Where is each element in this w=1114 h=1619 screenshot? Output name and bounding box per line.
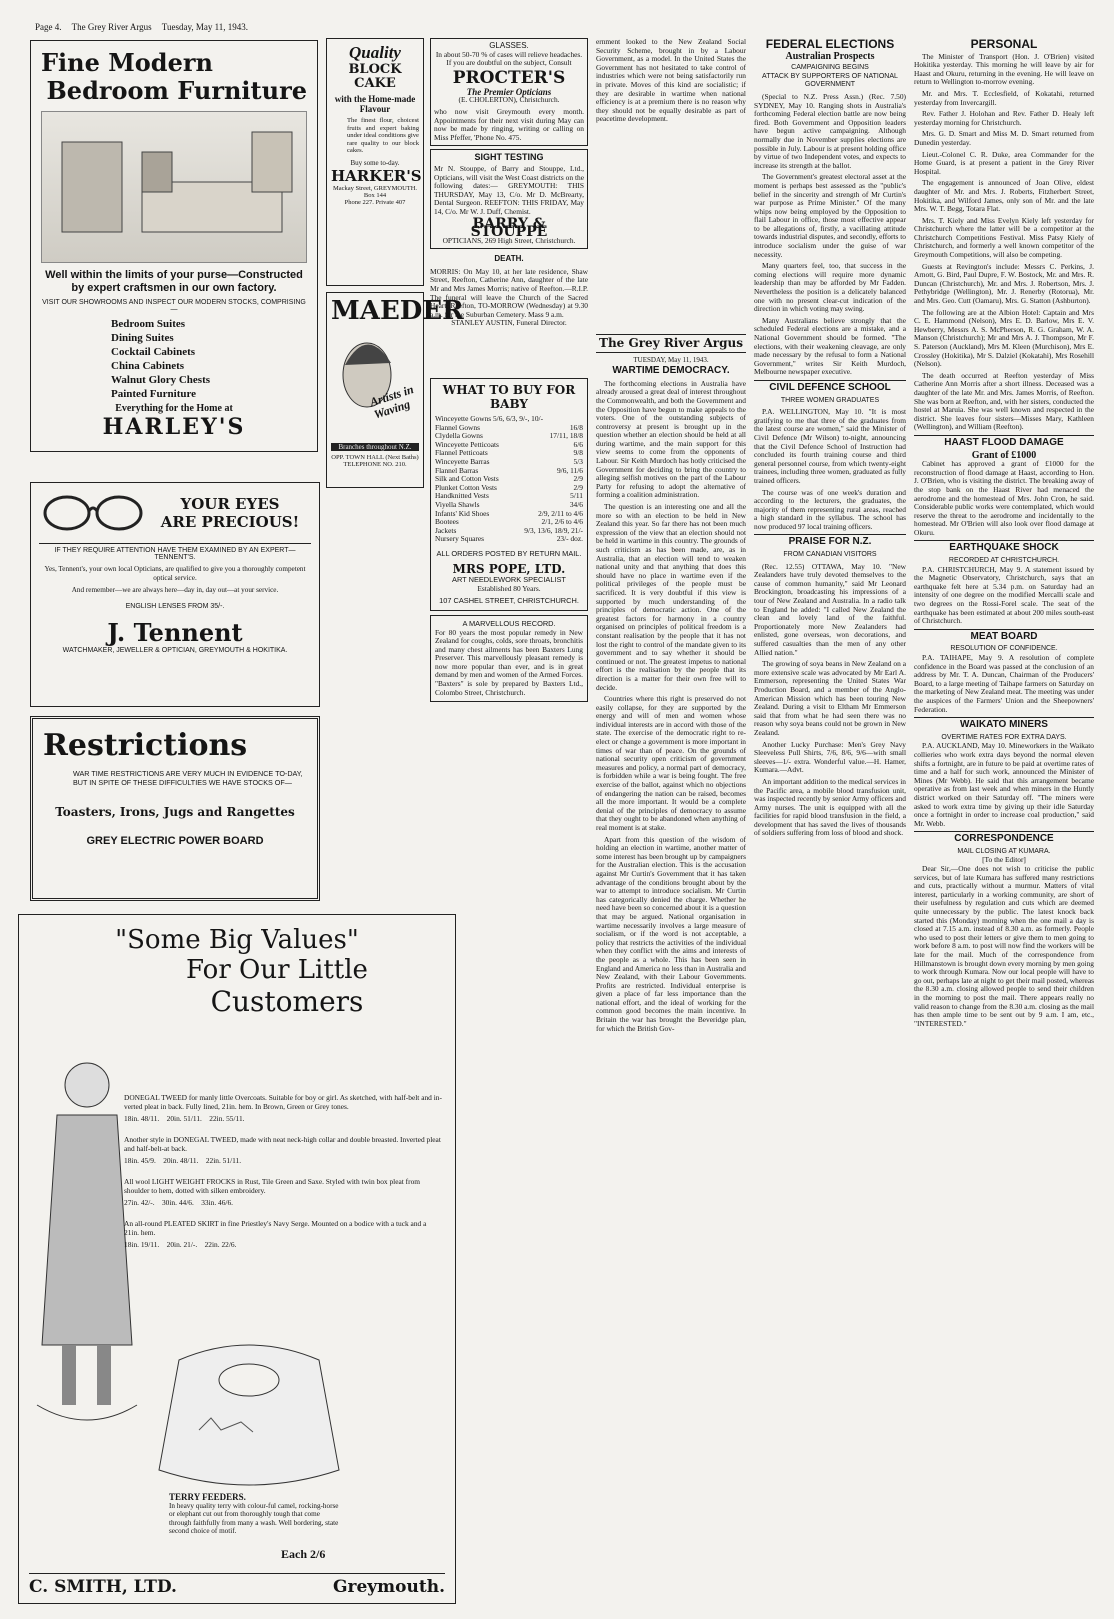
harleys-visit: VISIT OUR SHOWROOMS AND INSPECT OUR MODERN STOCKS, COMPRISING— xyxy=(42,299,306,313)
paragraph: Lieut.-Colonel C. R. Duke, area Commander for the Home Guard, is at present a patient in the Grey River Hospital. xyxy=(914,149,1094,176)
paragraph: P.A. TAIHAPE, May 9. A resolution of complete confidence in the Board was passed at the conclusion of an address by Mr. T. A. Duncan, Chairman of the Producers' Board, to a large meeting of Taihape farmers on Saturday on the marketing of New Zealand meat. The meeting was under the auspices of the Farmers' Union and the Sheepowners' Federation. xyxy=(914,653,1094,714)
paragraph: Countries where this right is preserved do not easily collapse, for they are supported by the energy and will of men and women whose individual interests are in accord with those of the state. The exercise of the democratic right to re-elect or change a government is more important in times of war than of peace. On the grounds of national security open criticism of government measures and policy, a normal part of democracy, is forbidden while a war is being fought. The free exercise of the ballot, against which no objections of endangering the nation can be raised, becomes all the more important. It would be a complete denial of the principles of democracy to assume that they ought to be abandoned when anything of real moment is at stake. xyxy=(596,694,746,832)
harleys-name: HARLEY'S xyxy=(102,414,246,440)
baby-item: Plunket Cotton Vests 2/9 xyxy=(435,482,583,492)
orders-posted: ALL ORDERS POSTED BY RETURN MAIL. xyxy=(436,548,582,558)
paragraph: Another Lucky Purchase: Men's Grey Navy Sleeveless Pull Shirts, 7/6, 8/6, 9/6—with small sleeves—1/- extra. Wonderful value.—H. Hamer, Kumara.—Advt. xyxy=(754,739,906,775)
paragraph: The following are at the Albion Hotel: Captain and Mrs C. E. Hammond (Nelson), Mrs E. D. Barlow, Mrs E. V. Hewberry, Messrs A. S. McPherson, R. G. Graham, W. A. Manson (Christchurch); Mr and Mrs A. J. Thompson, Mr F. S. Paterson (Auckland), Mrs M. Kleen (Murchison), Mrs E. Crossley (Hokitika), Mr S. Dalziel (Kokatahi), Mrs Rosehill (Nelson). xyxy=(914,307,1094,369)
federal-heading: FEDERAL ELECTIONS xyxy=(765,38,895,51)
cake-title-2: BLOCK CAKE xyxy=(348,62,402,91)
paragraph: Apart from this question of the wisdom of holding an election in wartime, another matter of some interest has been brought up by campaigners for the Australian election. This is the accusation against Mr Curtin's Government that it has taken advantage of the conditions brought about by the war to attempt to introduce socialism. Mr Curtin has categorically denied the charge. Whether he need have been so concerned about it is a question that may be argued. National organisation in wartime necessarily involves a large measure of socialism, or if the word is not acceptable, a policy that restricts the activities of the individual when they conflict with the aims and interests of the people as a whole. This has been seen in England and America no less than in Australia and New Zealand, with their Labour Governments. Profits are restricted. Individual enterprise is given a place of far less importance than the national effort, and the ideal of working for the common good becomes the main incentive. In Britain the war has brought the Beveridge plan, for which the British Gov- xyxy=(596,834,746,1033)
quake-recorded: RECORDED AT CHRISTCHURCH. xyxy=(948,557,1060,565)
baby-item: Winceyette Gowns 5/6, 6/3, 9/-, 10/- xyxy=(435,414,544,424)
cake-phone: Phone 227. Private 407 xyxy=(344,198,406,206)
column-3 xyxy=(430,38,588,1278)
glasses-heading: GLASSES. xyxy=(489,41,529,50)
paragraph: Cabinet has approved a grant of £1000 for the reconstruction of flood damage at Haast, according to Hon. J. O'Brien, who is visiting the district. The breaking away of the stop bank on the Haast River had menaced the aerodrome and the homestead of Mrs. John Cron, he said. Considerable public works were contemplated, which would reserve the threat to the aerodrome and incidentally to the homestead. Mr O'Brien will also look over flood damage at Okuru. xyxy=(914,459,1094,537)
federal-sub: Australian Prospects xyxy=(785,50,875,62)
procters-chol: (E. CHOLERTON), Christchurch. xyxy=(458,95,560,105)
paragraph: (Rec. 12.55) OTTAWA, May 10. "New Zealanders have truly devoted themselves to the cause of common humanity," said Mr Leonard Brockington, broadcasting his impressions of a tour of New Zealand and Australia. In a radio talk to England he added: "I called New Zealand the clean and lovely land of the faithful. Proportionately more New Zealanders had enlisted, gone overseas, won decorations, and suffered casualties than the men of any other Allied nation." xyxy=(754,561,906,657)
paragraph: The Government's greatest electoral asset at the moment is perhaps best assessed as the "public's belief in the sincerity and strength of Mr Curtin's war purpose as Prime Minister." Of the many whips now being employed by the Opposition to flail Labour in office, those most effective appear to be allegations of, firstly, a vacillating attitude towards industrial disputes, and secondly, efforts to introduce socialism under the guise of war necessity. xyxy=(754,172,906,259)
smith-title-2: For Our Little xyxy=(186,955,368,985)
barry-stouppe-ad xyxy=(430,149,588,249)
spectacles-icon xyxy=(39,489,149,537)
procters-name: PROCTER'S xyxy=(452,67,566,88)
procters-premier: The Premier Opticians xyxy=(466,86,552,97)
harleys-items xyxy=(41,317,307,401)
campaigning: CAMPAIGNING BEGINS xyxy=(791,64,869,72)
waikato-overtime: OVERTIME RATES FOR EXTRA DAYS. xyxy=(941,733,1067,741)
quake-heading: EARTHQUAKE SHOCK xyxy=(914,540,1094,553)
barry-name: BARRY & STOUPPE xyxy=(470,215,548,241)
pope-address: 107 CASHEL STREET, CHRISTCHURCH. xyxy=(439,596,579,606)
baby-item: Silk and Cotton Vests 2/9 xyxy=(435,474,583,484)
bib-image xyxy=(139,1340,359,1490)
cake-body: The finest flour, choicest fruits and expert baking under ideal conditions give rare quality to our block cakes. xyxy=(347,117,419,155)
waikato-heading: WAIKATO MINERS xyxy=(914,717,1094,730)
page-header xyxy=(35,22,1095,36)
baby-item: Winceyette Petticoats 6/6 xyxy=(435,439,583,449)
terry-text: In heavy quality terry with colour-ful camel, rocking-horse or elephant cut out from thoroughly tough that come through faithfully from many a wash. Well bordering, state second choice of motif. xyxy=(169,1501,339,1535)
attack: ATTACK BY SUPPORTERS OF NATIONAL GOVERNMENT xyxy=(762,72,898,89)
paragraph: P.A. AUCKLAND, May 10. Mineworkers in the Waikato collieries who work extra days beyond the normal eleven shifts a fortnight, are in future to be paid at overtime rates of time and a half for such work, announced the Minister of Mines (Mr Webb). He said that this arrangement became operative as from last week and when miners in the Huntly district worked on their Saturday off. "The miners were asked to work extra time by giving up their idle Saturday once a fortnight in order to increase coal production," said Mr. Webb. xyxy=(914,741,1094,828)
harleys-title-1: Fine Modern xyxy=(41,48,213,77)
terry-block xyxy=(169,1493,339,1536)
paper-name: The Grey River Argus xyxy=(71,22,152,32)
editorial-date: TUESDAY, May 11, 1943. xyxy=(633,355,709,364)
list-item: DONEGAL TWEED for manly little Overcoats. Suitable for boy or girl. As sketched, with half-belt and in-verted pleat in back. Fully lined, 21in. hem. In Brown, Green or Grey tones. 18in. 48/11. 20in. 51/11. 22in. 55/11. xyxy=(124,1093,442,1123)
paragraph: The engagement is announced of Joan Olive, eldest daughter of Mr. and Mrs. J. Roberts, Fitzherbert Street, Hokitika, and Wilford James, only son of Mr. and the late Mrs. W. T. Begg, Totara Flat. xyxy=(914,178,1094,214)
paragraph: Mr. and Mrs. T. Ecclesfield, of Kokatahi, returned yesterday from Invercargill. xyxy=(914,88,1094,107)
barry-sub: OPTICIANS, 269 High Street, Christchurch. xyxy=(442,235,576,245)
harleys-everything: Everything for the Home at xyxy=(115,403,233,414)
smith-name: C. SMITH, LTD. xyxy=(29,1577,177,1597)
grant: Grant of £1000 xyxy=(971,449,1037,461)
column-4 xyxy=(596,38,746,1608)
harleys-ad xyxy=(30,40,318,452)
bedroom-furniture-image xyxy=(42,112,308,262)
baby-item: Clydella Gowns 17/11, 18/8 xyxy=(435,431,583,441)
smith-title-3: Customers xyxy=(210,985,364,1018)
portrait-illustration xyxy=(331,325,419,443)
baby-item: Viyella Shawls 34/6 xyxy=(435,499,583,509)
three-women: THREE WOMEN GRADUATES xyxy=(780,396,880,404)
baby-item: Flannel Petticoats 9/8 xyxy=(435,448,583,458)
tennent-lenses: ENGLISH LENSES FROM 35/-. xyxy=(125,602,225,610)
baxters-ad xyxy=(430,615,588,702)
paragraph: The question is an interesting one and all the more so with an election to be held in New Zealand this year. So far there has not been much expression of the view that an election should not be held in wartime in this country. The grounds of such criticism as has been made, are, as in Australia, that an election will tend to weaken national unity and that anything that does this should have no place in wartime even if the political privileges of the people must be sacrificed. It is very doubtful if this view is supported by much understanding of the principles of democratic action. One of the greatest factors for harmony in a country organised on principles of political freedom is a constant realisation by the people that it has not lost the right to control of the mandate given to its government and to say whether it should be continued or not. The greatest impetus to national effort is the realisation by the people that its direction is a matter for their own free will to decide. xyxy=(596,502,746,692)
tennent-ad xyxy=(30,482,320,707)
paragraph: Guests at Revington's include: Messrs C. Perkins, J. Arnott, G. Bird, Paul Dupre, F. W. Bostock, Mr. and Mrs. R. Duncan (Christchurch), Mr. and Mrs. J. Robertson, Mrs. J. Pethybridge (Wellington), Mr. J. Renerby (Rotorua), Mr. and Mrs. Geo. Cutt (Oamaru), Mrs. G. Statton (Ashburton). xyxy=(914,261,1094,306)
death-notice: MORRIS: On May 10, at her late residence, Shaw Street, Reefton, Catherine Ann, daughter of the late Mr and Mrs James Morris; native of Reefton.—R.I.P. The funeral will leave the Church of the Sacred Heart, Reefton, TO-MORROW (Wednesday) at 9.30 a.m. for the Suburban Cemetery. Mass 9 a.m. xyxy=(430,266,588,319)
paragraph: P.A. WELLINGTON, May 10. "It is most gratifying to me that three of the graduates from the latest course are women," said the Minister of Civil Defence (Mr Wilson) to-night, announcing that the Civil Defence School of Instruction had concluded its fourth training course and third general personnel course, from which twenty-eight trainees, including three women, graduated as fully trained officers. xyxy=(754,407,906,485)
list-item: Another style in DONEGAL TWEED, made with neat neck-high collar and double breasted. Inverted pleat and half-belt-at back. 18in. 45/9. 20in. 48/11. 22in. 51/11. xyxy=(124,1135,441,1165)
tennent-yes: Yes, Tennent's, your own local Opticians, are qualified to give you a thoroughly competent optical service. xyxy=(44,565,306,582)
terry-price: Each 2/6 xyxy=(281,1547,326,1561)
column-6 xyxy=(754,38,906,1608)
page-number: Page 4. xyxy=(35,22,62,32)
eyes-header xyxy=(39,489,311,537)
glasses-text: In about 50-70 % of cases will relieve headaches. If you are doubtful on the subject, Consult xyxy=(435,49,583,68)
issue-date: Tuesday, May 11, 1943. xyxy=(161,22,249,32)
procters-ad xyxy=(430,38,588,146)
smith-items xyxy=(124,1093,442,1249)
eyes-title-2: ARE PRECIOUS! xyxy=(160,513,300,531)
cake-buy: Buy some to-day. xyxy=(350,158,400,167)
harkers-cake-ad xyxy=(326,38,424,286)
maeder-foot: Branches throughout N.Z. xyxy=(331,443,419,451)
record-heading: A MARVELLOUS RECORD. xyxy=(462,618,556,628)
masthead: The Grey River Argus xyxy=(596,334,746,353)
tennent-remember: And remember—we are always here—day in, day out—at your service. xyxy=(71,586,279,594)
pope-established: Established 80 Years. xyxy=(477,583,541,593)
baby-list xyxy=(435,415,583,544)
mail-closing: MAIL CLOSING AT KUMARA. xyxy=(957,847,1051,855)
feeder-illustration xyxy=(139,1340,359,1490)
editorial-title: WARTIME DEMOCRACY. xyxy=(612,365,730,377)
tennent-name: J. Tennent xyxy=(107,617,243,647)
eyes-title-1: YOUR EYES xyxy=(180,495,280,513)
restrictions-title: Restrictions xyxy=(43,728,248,763)
smith-title-1: "Some Big Values" xyxy=(115,925,359,955)
smith-footer xyxy=(29,1573,445,1597)
paragraph: Many quarters feel, too, that success in the coming elections will require more dynamic leadership than may be afforded by Mr Fadden. Nevertheless the position is a delicately balanced one with no present clear-cut indication of the direction in which voting may swing. xyxy=(754,261,906,314)
list-item: Bedroom Suites xyxy=(111,318,186,330)
baby-item: Nursery Squares 23/- doz. xyxy=(435,534,583,544)
baby-item: Infants' Kid Shoes 2/9, 2/11 to 4/6 xyxy=(435,508,583,518)
lead-paragraph: ernment looked to the New Zealand Social Security Scheme, brought in by a Labour Government, as a model. In the United States the Government has not hesitated to take control of industries which were not being satisfactorily run in private. Moves of this kind are socialistic; if they are desirable in wartime when national efficiency is at a premium there is no reason why they should not be equally desirable as part of peacetime development. xyxy=(596,38,746,124)
baby-item: Flannel Barras 9/6, 11/6 xyxy=(435,465,583,475)
sofa-illustration xyxy=(41,111,307,263)
smith-ad xyxy=(18,914,456,1604)
list-item: All wool LIGHT WEIGHT FROCKS in Rust, Tile Green and Saxe. Styled with twin box pleat from shoulder to hem, dotted with silken embroidery. 27in. 42/-. 30in. 44/6. 33in. 46/6. xyxy=(124,1177,421,1207)
cake-address: Mackay Street, GREYMOUTH. Box 144 xyxy=(332,184,418,199)
terry-title: TERRY FEEDERS. xyxy=(169,1492,246,1502)
civil-heading: CIVIL DEFENCE SCHOOL xyxy=(754,380,906,393)
baby-item: Flannel Gowns 16/8 xyxy=(435,422,583,432)
paragraph: (Special to N.Z. Press Assn.) (Rec. 7.50) SYDNEY, May 10. Ranging shots in Australia's forthcoming Federal election battle are now being fired. Both Government and Opposition leaders have begun active campaigning. Although normally due in November supplies elections are possible in July. Labour is at present holding office by virtue of two Independent votes, and expects to increase its strength at the ballot. xyxy=(754,91,906,170)
personal-heading: PERSONAL xyxy=(970,38,1038,51)
paragraph: The course was of one week's duration and according to the lecturers, the graduates, the majority of them representing rural areas, reached a high standard in the syllabus. The school has now produced 97 local training officers. xyxy=(754,487,906,531)
paragraph: The growing of soya beans in New Zealand on a more extensive scale was advocated by Mr Earl A. Emmerson, representing the United States War Production Board, and a member of the Anglo-American Mission which has been touring New Zealand. During a visit to Eltham Mr Emmerson said that from what he had seen there was no reason why soya beans could not be grown in New Zealand. xyxy=(754,659,906,737)
paragraph: P.A. CHRISTCHURCH, May 9. A statement issued by the Magnetic Observatory, Christchurch, says that an earthquake felt here at 5.34 p.m. on Saturday had an intensity of one degree on the modified Mercalli scale and two degrees on the Rossi-Forel scale. The seat of the earthquake has been estimated at about 200 miles south-east of Christchurch. xyxy=(914,564,1094,626)
funeral-director: STANLEY AUSTIN, Funeral Director. xyxy=(451,318,567,328)
baby-item: Winceyette Barras 5/3 xyxy=(435,457,583,466)
restrictions-items: Toasters, Irons, Jugs and Rangettes xyxy=(55,805,295,819)
cake-name: HARKER'S xyxy=(331,166,422,185)
sight-testing: SIGHT TESTING xyxy=(474,152,544,163)
local-general-column xyxy=(596,38,746,39)
harleys-tagline: Well within the limits of your purse—Constructed by expert craftsmen in our own factory. xyxy=(45,269,303,294)
maeder-ad xyxy=(326,292,464,488)
baby-item: Handknitted Vests 5/11 xyxy=(435,491,583,501)
paragraph: An important addition to the medical services in the Pacific area, a mobile blood transfusion unit, was inspected recently by senior Army officers and Army nurses. The unit is equipped with all the facilities for rapid blood transfusion in the field, a development that has saved the lives of thousands of soldiers suffering from loss of blood and shock. xyxy=(754,776,906,838)
column-7 xyxy=(914,38,1094,1608)
list-item: Walnut Glory Chests xyxy=(111,374,211,386)
grey-electric-name: GREY ELECTRIC POWER BOARD xyxy=(86,835,264,847)
paragraph: Mrs. T. Kiely and Miss Evelyn Kiely left yesterday for Christchurch where the latter will be a competitor at the Christchurch Competitions Festival. Miss Patsy Kiely of Christchurch, and formerly a well known competitor of the Greymouth Competitions, will also be competing. xyxy=(914,215,1094,260)
death-heading: DEATH. xyxy=(494,254,524,264)
paragraph: The death occurred at Reefton yesterday of Miss Catherine Ann Morris after a short illness. Deceased was a daughter of the late Mr. and Mrs. James Morris, of Reefton. She was born at Reefton, and, with her sisters, conducted the hostel at Maruia. She was well known and respected in the district. She leaves four sisters—Misses Mary, Kathleen (Wellington), and William (Reefton). xyxy=(914,370,1094,432)
baby-item: Jackets 9/3, 13/6, 18/9, 21/- xyxy=(435,525,583,535)
restrictions-body: WAR TIME RESTRICTIONS ARE VERY MUCH IN EVIDENCE TO-DAY, BUT IN SPITE OF THESE DIFFICULTIES WE HAVE STOCKS OF— xyxy=(73,769,303,787)
canadian-visitors: FROM CANADIAN VISITORS xyxy=(783,551,877,559)
tennent-trade: WATCHMAKER, JEWELLER & OPTICIAN, GREYMOUTH & HOKITIKA. xyxy=(62,646,288,654)
cake-with: with the Home-made Flavour xyxy=(334,94,416,114)
to-editor: [To the Editor] xyxy=(982,855,1026,865)
paragraph: Mrs. G. D. Smart and Miss M. D. Smart returned from Dunedin yesterday. xyxy=(914,129,1094,147)
cake-title-1: Quality xyxy=(349,43,401,62)
list-item: Cocktail Cabinets xyxy=(111,346,196,358)
list-item: Painted Furniture xyxy=(111,388,197,400)
pope-name: MRS POPE, LTD. xyxy=(452,561,566,576)
paragraph: The forthcoming elections in Australia have already aroused a great deal of interest throughout the Commonwealth, and both the Government and the Opposition have begun to make appeals to the voters. One of the outstanding subjects of controversy at present is brought up in the question whether an election should be held at all during wartime, and the main support for this view seems to come from the opponents of Labour. Sir Keith Murdoch has hotly criticised the Government for deciding to bring the country to alleging selfish motives on the part of the Labour Party for refusing to adopt the alternative of forming a coalition administration. xyxy=(596,378,746,500)
paragraph: The Minister of Transport (Hon. J. O'Brien) visited Hokitika yesterday. This morning he will leave by air for Haast and Okuru, returning in the evening. He will leave on return to Wellington to-morrow evening. xyxy=(914,51,1094,87)
meat-heading: MEAT BOARD xyxy=(914,629,1094,642)
correspondence-heading: CORRESPONDENCE xyxy=(914,831,1094,844)
paragraph: Rev. Father J. Holohan and Rev. Father D. Healy left yesterday morning for Christchurch. xyxy=(914,109,1094,127)
mrs-pope-ad xyxy=(430,378,588,611)
list-item: China Cabinets xyxy=(111,360,185,372)
praise-heading: PRAISE FOR N.Z. xyxy=(754,534,906,547)
procters-body: who now visit Greymouth every month. Appointments for their next visit during May can now be made by ringing, writing or calling on Miss Pfeffer, 'Phone No. 475. xyxy=(434,106,584,142)
baby-item: Bootees 2/1, 2/6 to 4/6 xyxy=(435,517,583,527)
barry-body: Mr N. Stouppe, of Barry and Stouppe, Ltd., Opticians, will visit the West Coast districts on the following dates:— GREYMOUTH: THIS THURSDAY, May 13, C/o. Mr D. McBrearty, Dental Surgeon. REEFTON: THIS FRIDAY, May 14, C/o. Mr W. J. Duff, Chemist. xyxy=(434,163,584,216)
paragraph: Many Australians believe strongly that the scheduled Federal elections are a mistake, and a National Government should be formed. "The elections, with their weakening cleavage, are only made necessary by the refusal to form a National Government," writes Sir Keith Murdoch, Melbourne newspaper executive. xyxy=(754,315,906,377)
pope-specialist: ART NEEDLEWORK SPECIALIST xyxy=(452,575,566,585)
restrictions-ad xyxy=(30,716,320,901)
haast-heading: HAAST FLOOD DAMAGE xyxy=(914,435,1094,448)
list-item: Dining Suites xyxy=(111,332,174,344)
maeder-opp: OPP. TOWN HALL (Next Baths) xyxy=(331,454,419,461)
record-text: For 80 years the most popular remedy in New Zealand for coughs, colds, sore throats, bronchitis and many chest ailments has been Baxters Lung Preserver. This marvellously pleasant remedy is now more popular than ever, and is in great demand by men and women of the Armed Forces. "Baxters" is sole by prepared by Baxters Ltd., Colombo Street, Christchurch. xyxy=(435,627,583,697)
smith-town: Greymouth. xyxy=(333,1577,445,1597)
maeder-script: Artists in Waving xyxy=(368,382,416,422)
maeder-tel: TELEPHONE NO. 210. xyxy=(343,461,407,468)
baby-heading: WHAT TO BUY FOR BABY xyxy=(442,383,576,412)
meat-resolution: RESOLUTION OF CONFIDENCE. xyxy=(950,645,1058,653)
paragraph: Dear Sir,—One does not wish to criticise the public services, but of late Kumara has suffered many restrictions and cuts, practically without a murmur. Matters of vital interest, particularly in a working community, are short of their usefulness by regulation and cuts which are deemed quite unnecessary by the public. The latest knock back started this (Monday) morning when the one mail a day is closed at 7.15 a.m. instead of 8.30 a.m. as formerly. People who used to post their letters or give them to men going to work before 8 a.m. to post will now find the workers will be late for the mail. Much of the correspondence from Hillmanstown is brought down every morning by men going to work through Kumara. Now our local people will have to go out, perhaps late at night to get their mail posted, whereas the 8.30 a.m. closing allowed people to send their children in the morning to post the mail. There appears really no valid reason to change from the 8.30 a.m. closing as the mail has then ample time to be sent out by 9 a.m. I am, etc., "INTERESTED." xyxy=(914,864,1094,1028)
tennent-require: IF THEY REQUIRE ATTENTION HAVE THEM EXAMINED BY AN EXPERT—TENNENT'S. xyxy=(39,543,311,561)
list-item: An all-round PLEATED SKIRT in fine Priestley's Navy Serge. Mounted on a bodice with a tuck and a 21in. hem. 18in. 19/11. 20in. 21/-. 22in. 22/6. xyxy=(124,1219,427,1249)
harleys-title-2: Bedroom Furniture xyxy=(46,76,307,105)
maeder-name: MAEDER xyxy=(331,296,464,326)
